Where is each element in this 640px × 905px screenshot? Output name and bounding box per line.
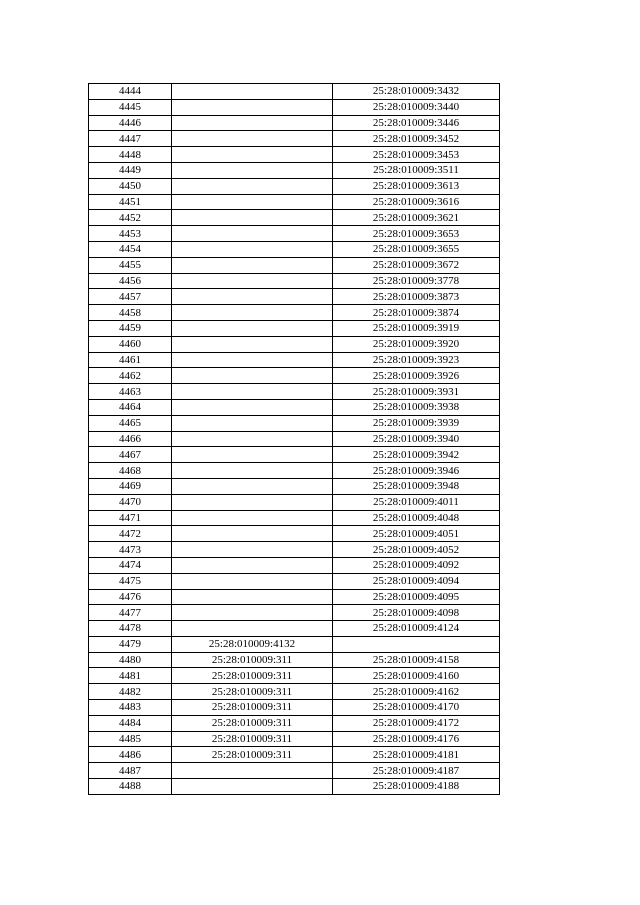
- previous-number-cell: [172, 147, 333, 163]
- row-number-cell: 4451: [89, 194, 172, 210]
- row-number-cell: 4468: [89, 463, 172, 479]
- table-row: [89, 700, 500, 716]
- cadastral-number-cell: 25:28:010009:4158: [333, 652, 500, 668]
- table-row: [89, 131, 500, 147]
- previous-number-cell: [172, 463, 333, 479]
- previous-number-cell: [172, 99, 333, 115]
- table-row: [89, 289, 500, 305]
- table-row: [89, 589, 500, 605]
- row-number-cell: 4469: [89, 478, 172, 494]
- cadastral-number-cell: 25:28:010009:4124: [333, 621, 500, 637]
- row-number-cell: 4487: [89, 763, 172, 779]
- previous-number-cell: [172, 399, 333, 415]
- table-row: [89, 210, 500, 226]
- cadastral-number-cell: 25:28:010009:3940: [333, 431, 500, 447]
- row-number-cell: 4447: [89, 131, 172, 147]
- cadastral-number-cell: 25:28:010009:4098: [333, 605, 500, 621]
- row-number-cell: 4446: [89, 115, 172, 131]
- table-row: [89, 273, 500, 289]
- cadastral-number-cell: 25:28:010009:4176: [333, 731, 500, 747]
- table-row: [89, 621, 500, 637]
- row-number-cell: 4460: [89, 336, 172, 352]
- previous-number-cell: [172, 115, 333, 131]
- table-row: [89, 147, 500, 163]
- row-number-cell: 4467: [89, 447, 172, 463]
- previous-number-cell: [172, 779, 333, 795]
- previous-number-cell: [172, 478, 333, 494]
- table-row: [89, 526, 500, 542]
- cadastral-number-cell: 25:28:010009:4052: [333, 542, 500, 558]
- cadastral-number-cell: 25:28:010009:4187: [333, 763, 500, 779]
- previous-number-cell: [172, 210, 333, 226]
- previous-number-cell: 25:28:010009:311: [172, 652, 333, 668]
- previous-number-cell: [172, 431, 333, 447]
- table-row: [89, 162, 500, 178]
- table-row: [89, 652, 500, 668]
- row-number-cell: 4478: [89, 621, 172, 637]
- previous-number-cell: 25:28:010009:311: [172, 700, 333, 716]
- previous-number-cell: [172, 573, 333, 589]
- previous-number-cell: [172, 289, 333, 305]
- table-row: [89, 384, 500, 400]
- cadastral-number-cell: 25:28:010009:4048: [333, 510, 500, 526]
- previous-number-cell: [172, 447, 333, 463]
- cadastral-number-cell: 25:28:010009:3446: [333, 115, 500, 131]
- cadastral-number-cell: 25:28:010009:3655: [333, 241, 500, 257]
- row-number-cell: 4474: [89, 557, 172, 573]
- cadastral-table: [88, 83, 500, 795]
- table-body: [89, 84, 500, 795]
- cadastral-number-cell: [333, 636, 500, 652]
- previous-number-cell: [172, 368, 333, 384]
- previous-number-cell: [172, 194, 333, 210]
- row-number-cell: 4475: [89, 573, 172, 589]
- previous-number-cell: [172, 84, 333, 100]
- table-row: [89, 573, 500, 589]
- row-number-cell: 4481: [89, 668, 172, 684]
- table-row: [89, 684, 500, 700]
- previous-number-cell: [172, 763, 333, 779]
- cadastral-number-cell: 25:28:010009:3942: [333, 447, 500, 463]
- cadastral-number-cell: 25:28:010009:4181: [333, 747, 500, 763]
- table-row: [89, 636, 500, 652]
- table-row: [89, 463, 500, 479]
- cadastral-number-cell: 25:28:010009:4011: [333, 494, 500, 510]
- table-row: [89, 415, 500, 431]
- row-number-cell: 4466: [89, 431, 172, 447]
- previous-number-cell: [172, 526, 333, 542]
- row-number-cell: 4463: [89, 384, 172, 400]
- cadastral-number-cell: 25:28:010009:3616: [333, 194, 500, 210]
- previous-number-cell: [172, 352, 333, 368]
- row-number-cell: 4444: [89, 84, 172, 100]
- table-row: [89, 510, 500, 526]
- row-number-cell: 4464: [89, 399, 172, 415]
- cadastral-number-cell: 25:28:010009:3873: [333, 289, 500, 305]
- cadastral-number-cell: 25:28:010009:3613: [333, 178, 500, 194]
- previous-number-cell: [172, 226, 333, 242]
- table-row: [89, 447, 500, 463]
- previous-number-cell: [172, 257, 333, 273]
- cadastral-number-cell: 25:28:010009:4162: [333, 684, 500, 700]
- table-row: [89, 226, 500, 242]
- row-number-cell: 4456: [89, 273, 172, 289]
- table-row: [89, 779, 500, 795]
- table-row: [89, 257, 500, 273]
- row-number-cell: 4461: [89, 352, 172, 368]
- table-row: [89, 731, 500, 747]
- row-number-cell: 4450: [89, 178, 172, 194]
- row-number-cell: 4482: [89, 684, 172, 700]
- cadastral-number-cell: 25:28:010009:3919: [333, 320, 500, 336]
- row-number-cell: 4483: [89, 700, 172, 716]
- previous-number-cell: [172, 241, 333, 257]
- previous-number-cell: [172, 510, 333, 526]
- cadastral-number-cell: 25:28:010009:3939: [333, 415, 500, 431]
- previous-number-cell: [172, 605, 333, 621]
- previous-number-cell: 25:28:010009:311: [172, 731, 333, 747]
- previous-number-cell: [172, 415, 333, 431]
- previous-number-cell: [172, 557, 333, 573]
- cadastral-number-cell: 25:28:010009:3778: [333, 273, 500, 289]
- cadastral-number-cell: 25:28:010009:4172: [333, 715, 500, 731]
- previous-number-cell: [172, 178, 333, 194]
- row-number-cell: 4462: [89, 368, 172, 384]
- table-row: [89, 194, 500, 210]
- table-row: [89, 557, 500, 573]
- table-row: [89, 178, 500, 194]
- row-number-cell: 4480: [89, 652, 172, 668]
- row-number-cell: 4484: [89, 715, 172, 731]
- table-row: [89, 542, 500, 558]
- previous-number-cell: 25:28:010009:4132: [172, 636, 333, 652]
- previous-number-cell: 25:28:010009:311: [172, 747, 333, 763]
- cadastral-number-cell: 25:28:010009:3452: [333, 131, 500, 147]
- row-number-cell: 4459: [89, 320, 172, 336]
- previous-number-cell: [172, 494, 333, 510]
- cadastral-number-cell: 25:28:010009:4170: [333, 700, 500, 716]
- row-number-cell: 4449: [89, 162, 172, 178]
- row-number-cell: 4465: [89, 415, 172, 431]
- row-number-cell: 4448: [89, 147, 172, 163]
- previous-number-cell: 25:28:010009:311: [172, 715, 333, 731]
- previous-number-cell: [172, 589, 333, 605]
- cadastral-number-cell: 25:28:010009:3874: [333, 305, 500, 321]
- cadastral-number-cell: 25:28:010009:4095: [333, 589, 500, 605]
- table-row: [89, 494, 500, 510]
- cadastral-number-cell: 25:28:010009:3948: [333, 478, 500, 494]
- cadastral-number-cell: 25:28:010009:3926: [333, 368, 500, 384]
- row-number-cell: 4470: [89, 494, 172, 510]
- row-number-cell: 4477: [89, 605, 172, 621]
- cadastral-number-cell: 25:28:010009:3946: [333, 463, 500, 479]
- cadastral-number-cell: 25:28:010009:3920: [333, 336, 500, 352]
- row-number-cell: 4452: [89, 210, 172, 226]
- table-row: [89, 368, 500, 384]
- row-number-cell: 4455: [89, 257, 172, 273]
- cadastral-number-cell: 25:28:010009:4094: [333, 573, 500, 589]
- row-number-cell: 4486: [89, 747, 172, 763]
- cadastral-number-cell: 25:28:010009:3621: [333, 210, 500, 226]
- table-row: [89, 241, 500, 257]
- previous-number-cell: [172, 320, 333, 336]
- row-number-cell: 4457: [89, 289, 172, 305]
- cadastral-number-cell: 25:28:010009:3453: [333, 147, 500, 163]
- table-row: [89, 715, 500, 731]
- table-row: [89, 115, 500, 131]
- cadastral-number-cell: 25:28:010009:3938: [333, 399, 500, 415]
- table-row: [89, 747, 500, 763]
- table-row: [89, 336, 500, 352]
- previous-number-cell: 25:28:010009:311: [172, 684, 333, 700]
- previous-number-cell: [172, 162, 333, 178]
- row-number-cell: 4454: [89, 241, 172, 257]
- cadastral-number-cell: 25:28:010009:4092: [333, 557, 500, 573]
- table-row: [89, 431, 500, 447]
- previous-number-cell: [172, 336, 333, 352]
- previous-number-cell: [172, 273, 333, 289]
- table-row: [89, 399, 500, 415]
- row-number-cell: 4453: [89, 226, 172, 242]
- row-number-cell: 4471: [89, 510, 172, 526]
- row-number-cell: 4476: [89, 589, 172, 605]
- table-row: [89, 320, 500, 336]
- row-number-cell: 4473: [89, 542, 172, 558]
- row-number-cell: 4458: [89, 305, 172, 321]
- row-number-cell: 4445: [89, 99, 172, 115]
- cadastral-number-cell: 25:28:010009:4051: [333, 526, 500, 542]
- row-number-cell: 4479: [89, 636, 172, 652]
- previous-number-cell: [172, 305, 333, 321]
- previous-number-cell: [172, 384, 333, 400]
- previous-number-cell: [172, 621, 333, 637]
- table-row: [89, 305, 500, 321]
- previous-number-cell: [172, 131, 333, 147]
- cadastral-number-cell: 25:28:010009:3653: [333, 226, 500, 242]
- table-row: [89, 352, 500, 368]
- table-row: [89, 478, 500, 494]
- row-number-cell: 4488: [89, 779, 172, 795]
- cadastral-number-cell: 25:28:010009:3432: [333, 84, 500, 100]
- cadastral-number-cell: 25:28:010009:4188: [333, 779, 500, 795]
- table-row: [89, 668, 500, 684]
- cadastral-number-cell: 25:28:010009:3511: [333, 162, 500, 178]
- table-row: [89, 605, 500, 621]
- cadastral-number-cell: 25:28:010009:3923: [333, 352, 500, 368]
- cadastral-number-cell: 25:28:010009:3931: [333, 384, 500, 400]
- cadastral-number-cell: 25:28:010009:4160: [333, 668, 500, 684]
- previous-number-cell: [172, 542, 333, 558]
- table-row: [89, 84, 500, 100]
- previous-number-cell: 25:28:010009:311: [172, 668, 333, 684]
- cadastral-number-cell: 25:28:010009:3440: [333, 99, 500, 115]
- row-number-cell: 4472: [89, 526, 172, 542]
- table-row: [89, 99, 500, 115]
- table-row: [89, 763, 500, 779]
- cadastral-number-cell: 25:28:010009:3672: [333, 257, 500, 273]
- row-number-cell: 4485: [89, 731, 172, 747]
